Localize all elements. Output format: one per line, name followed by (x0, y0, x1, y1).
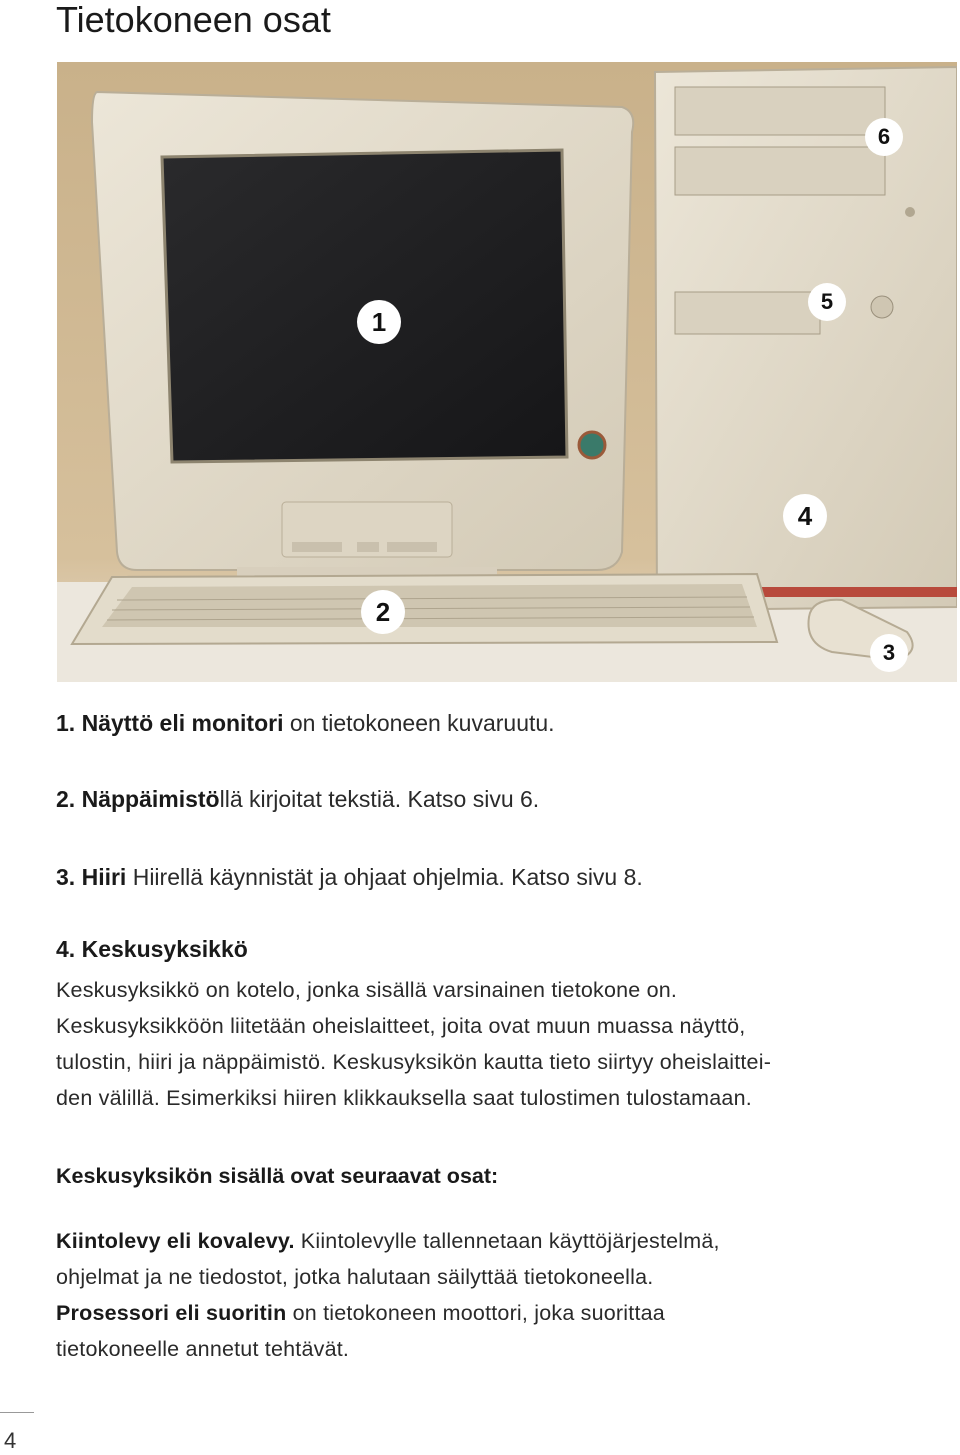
margin-rule (0, 1412, 34, 1413)
cpu-line-2: tietokoneelle annetut tehtävät. (56, 1337, 350, 1361)
description-line: den välillä. Esimerkiksi hiiren klikkauksella saat tulostimen tulostamaan. (56, 1086, 752, 1110)
hdd-line-1: Kiintolevy eli kovalevy. Kiintolevylle tallennetaan käyttöjärjestelmä, (56, 1229, 720, 1253)
item-monitor: 1. Näyttö eli monitori on tietokoneen kuvaruutu. (56, 710, 555, 736)
item-mouse: 3. Hiiri Hiirellä käynnistät ja ohjaat ohjelmia. Katso sivu 8. (56, 864, 643, 890)
cpu-line-1: Prosessori eli suoritin on tietokoneen moottori, joka suorittaa (56, 1301, 665, 1325)
item-system-unit: 4. Keskusyksikkö (56, 936, 248, 962)
cpu-term: Prosessori eli suoritin (56, 1301, 287, 1325)
components-subheading: Keskusyksikön sisällä ovat seuraavat osat: (56, 1164, 499, 1188)
keyboard (72, 574, 777, 644)
system-unit-description (56, 972, 936, 1116)
hdd-line-2: ohjelmat ja ne tiedostot, jotka halutaan säilyttää tietokoneella. (56, 1265, 654, 1289)
callout-6: 6 (865, 118, 903, 156)
item-keyboard: 2. Näppäimistöllä kirjoitat tekstiä. Katso sivu 6. (56, 786, 540, 812)
page-number: 4 (4, 1428, 17, 1453)
callout-4: 4 (783, 494, 827, 538)
monitor (92, 92, 633, 592)
description-line: tulostin, hiiri ja näppäimistö. Keskusyksikön kautta tieto siirtyy oheislaittei- (56, 1050, 772, 1074)
computer-photo (57, 62, 957, 682)
description-line: Keskusyksikköön liitetään oheislaitteet, joita ovat muun muassa näyttö, (56, 1014, 746, 1038)
page-title: Tietokoneen osat (56, 0, 331, 40)
callout-1: 1 (357, 300, 401, 344)
hdd-term: Kiintolevy eli kovalevy. (56, 1229, 295, 1253)
components-description (56, 1223, 936, 1367)
description-line: Keskusyksikkö on kotelo, jonka sisällä varsinainen tietokone on. (56, 978, 678, 1002)
callout-2: 2 (361, 590, 405, 634)
callout-3: 3 (870, 634, 908, 672)
computer-illustration (57, 62, 957, 682)
callout-5: 5 (808, 283, 846, 321)
